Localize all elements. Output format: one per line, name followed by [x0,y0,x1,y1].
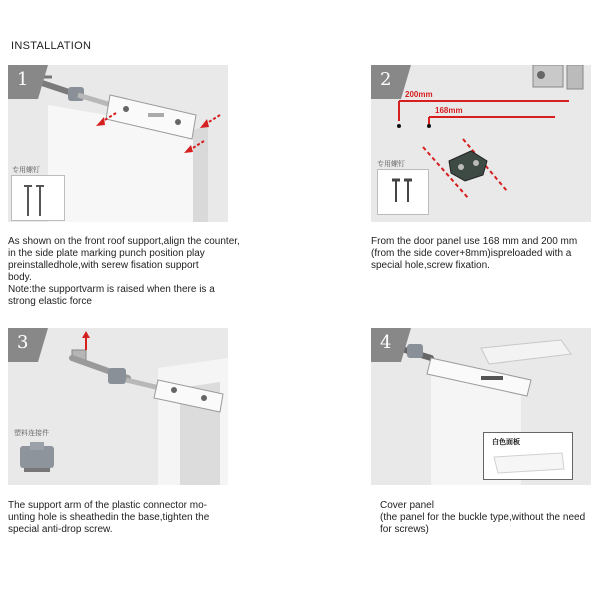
caption-line: for screws) [380,524,429,535]
dimension-168mm: 168mm [435,106,463,115]
step-1-number: 1 [17,69,29,90]
caption-line: Note:the supportvarm is raised when there is a [8,284,215,295]
step-2-number: 2 [380,69,392,90]
caption-line: (from the side cover+8mm)ispreloaded with a [371,248,572,259]
dimension-200mm: 200mm [405,90,433,99]
caption-line: unting hole is sheathedin the base,tighten the [8,512,210,523]
step-4-number: 4 [380,332,392,353]
step-4-illustration [371,328,591,485]
caption-line: special hole,screw fixation. [371,260,490,271]
step-2-screw-inset [377,169,429,215]
step-1-illustration [8,65,228,222]
step-2-caption [371,236,599,272]
step-1-badge [8,65,48,99]
caption-line: body. [8,272,32,283]
screw-icon [12,176,64,220]
step-3-badge [8,328,48,362]
caption-line: From the door panel use 168 mm and 200 mm [371,236,578,247]
caption-line: As shown on the front roof support,align the counter, [8,236,240,247]
caption-line: strong elastic force [8,296,92,307]
step-2-illustration [371,65,591,222]
caption-line: in the side plate marking punch position play [8,248,205,259]
screw-icon [378,170,428,214]
caption-line: preinstalledhole,with serew fisation support [8,260,199,271]
step-1-caption [8,236,240,308]
step-4-badge [371,328,411,362]
caption-line: The support arm of the plastic connector mo- [8,500,207,511]
page-title: INSTALLATION [11,40,92,52]
step-3-caption [8,500,236,536]
caption-line: Cover panel [380,500,434,511]
cover-panel-inset [483,432,573,480]
step-3-illustration [8,328,228,485]
plastic-connector-icon [14,438,60,480]
cover-panel-icon [484,433,572,479]
caption-line: (the panel for the buckle type,without the need [380,512,586,523]
step-2-inset-label: 专用螺钉 [377,160,405,168]
caption-line: special anti-drop screw. [8,524,113,535]
connector-inset [14,438,60,480]
step-3-inset-label: 塑料连接件 [14,429,49,437]
step-1-inset-label: 专用螺钉 [12,166,40,174]
step-3-number: 3 [17,332,29,353]
cover-panel-label: 白色面板 [492,438,520,446]
step-4-caption [380,500,598,536]
step-1-screw-inset [11,175,65,221]
